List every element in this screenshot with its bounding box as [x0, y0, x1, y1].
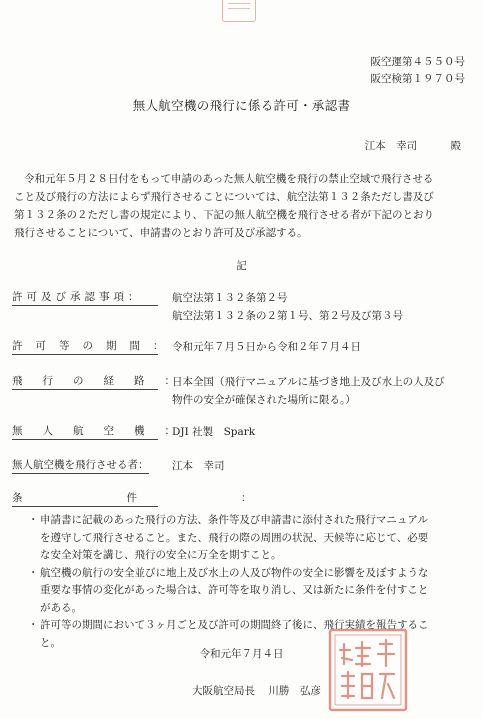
condition-line: 申請書に記載のあった飛行の方法、条件等及び申請書に添付された飛行マニュアル: [40, 514, 428, 526]
ref-number-inspection: 阪空検第１９７０号: [370, 73, 465, 85]
condition-line: 航空機の航行の安全並びに地上及び水上の人及び物件の安全に影響を及ぼすような: [40, 566, 429, 579]
addressee-honorific: 殿: [450, 140, 461, 152]
signer-name: 川勝 弘彦: [268, 685, 321, 697]
route-value: [172, 373, 445, 409]
signer-title: 大阪航空局長: [192, 685, 255, 697]
official-seal-icon: [322, 624, 412, 714]
bullet-icon: ・: [28, 514, 39, 526]
operator-value: 江本 幸司: [172, 460, 225, 472]
ki-heading: 記: [236, 260, 247, 272]
issue-date: 令和元年７月４日: [199, 648, 284, 660]
top-stamp-mark: [222, 0, 256, 22]
bullet-icon: ・: [28, 566, 39, 579]
bullet-icon: ・: [28, 619, 39, 631]
condition-line: を遵守して飛行させること。また、飛行の際の周囲の状況、天候等に応じて、必要: [40, 531, 429, 544]
conditions-label: [12, 491, 356, 507]
intro-line: 第１３２条の２ただし書の規定により、下記の無人航空機を飛行させる者が下記のとおり: [14, 209, 434, 221]
period-label-text: 許可等の期間：: [12, 340, 177, 352]
approval-label-text: 許可及び承認事項：: [12, 291, 143, 303]
route-label: [12, 374, 195, 390]
route-line: 物件の安全が確保された場所に限る。）: [172, 394, 356, 406]
conditions-label-text: 条件：: [12, 492, 356, 504]
operator-label: [12, 458, 149, 474]
intro-line: 令和元年５月２８日付をもって申請のあった無人航空機を飛行の禁止空域で飛行させる: [24, 173, 434, 185]
ref-number-operations: 阪空運第４５５０号: [370, 56, 465, 68]
aircraft-label: [12, 424, 195, 440]
condition-line: 許可等の期間において３ヶ月ごと及び許可の期間終了後に、飛行実績を報告するこ: [40, 619, 429, 631]
condition-line: 重要な事情の変化があった場合は、許可等を取り消し、又は新たに条件を付すこと: [40, 584, 429, 596]
condition-line: な安全対策を講じ、飛行の安全に万全を期すこと。: [40, 549, 282, 561]
intro-line: 飛行させることについて、申請書のとおり許可及び承認する。: [14, 227, 308, 239]
condition-line: がある。: [40, 601, 82, 614]
route-line: 日本全国（飛行マニュアルに基づき地上及び水上の人及び: [172, 376, 445, 388]
approval-line: 航空法第１３２条第２号: [172, 292, 288, 304]
condition-item: [28, 565, 476, 618]
aircraft-value: DJI 社製 Spark: [172, 426, 256, 438]
approval-line: 航空法第１３２条の２第１号、第２号及び第３号: [172, 310, 403, 322]
intro-line: こと及び飛行の方法によらず飛行させることについては、航空法第１３２条ただし書及び: [14, 191, 434, 203]
reference-numbers: [371, 54, 466, 88]
addressee-name: 江本 幸司: [364, 140, 418, 152]
route-label-text: 飛行の経路：: [12, 375, 195, 387]
period-value: 令和元年７月５日から令和２年７月４日: [172, 341, 361, 353]
document-title: 無人航空機の飛行に係る許可・承認書: [132, 98, 351, 113]
period-label: [12, 339, 177, 355]
operator-label-text: 無人航空機を飛行させる者：: [12, 459, 149, 471]
condition-line: と。: [40, 636, 61, 649]
signer: [192, 683, 321, 698]
aircraft-label-text: 無人航空機：: [12, 425, 195, 437]
condition-item: [28, 512, 476, 565]
addressee: [365, 138, 461, 153]
approval-value: [172, 289, 403, 325]
intro-paragraph: [14, 170, 470, 242]
approval-label: [12, 290, 158, 306]
